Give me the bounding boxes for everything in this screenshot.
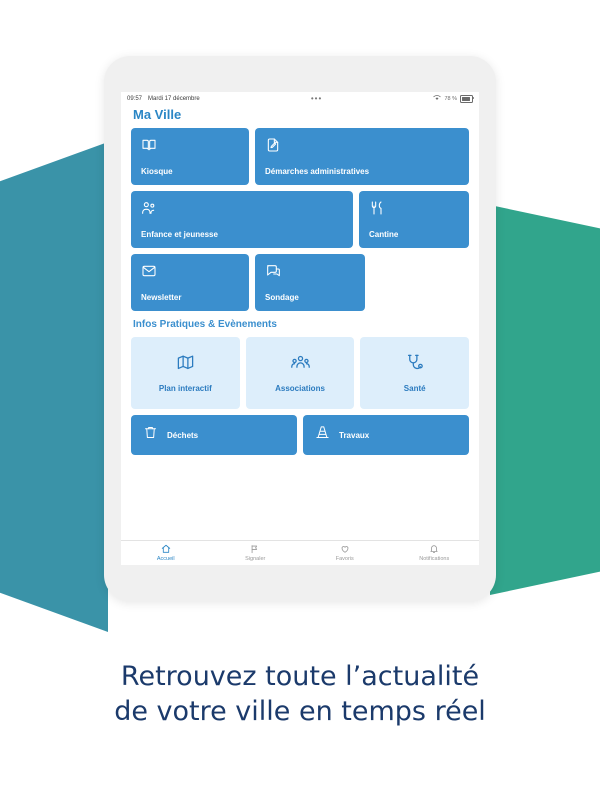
bell-icon xyxy=(429,544,439,554)
tile-row-3 xyxy=(131,254,469,311)
chat-bubble-icon xyxy=(265,263,355,279)
nav-item-label: Signaler xyxy=(245,556,266,562)
home-icon xyxy=(161,544,171,554)
status-time: 09:57 xyxy=(127,95,143,102)
background-shape-right xyxy=(490,205,600,595)
tile-label: Travaux xyxy=(339,430,370,440)
tile-label: Cantine xyxy=(369,230,399,240)
nav-item-label: Accueil xyxy=(156,556,175,562)
tile-label: Plan interactif xyxy=(158,384,212,393)
tile-label: Démarches administratives xyxy=(265,167,370,177)
tablet-screen xyxy=(121,92,479,565)
battery-percent: 78 % xyxy=(444,95,457,102)
tile-label: Kiosque xyxy=(141,167,173,177)
wide-tile-row xyxy=(131,415,469,455)
caption-line-2: de votre ville en temps réel xyxy=(114,695,486,727)
marketing-caption xyxy=(0,660,600,729)
tile-enfance-et-jeunesse[interactable] xyxy=(131,191,353,248)
tile-newsletter[interactable] xyxy=(131,254,249,311)
status-bar xyxy=(121,92,479,105)
main-content xyxy=(121,128,479,455)
tile-label: Newsletter xyxy=(141,293,182,303)
background-shape-left xyxy=(0,142,108,632)
nav-item-label: Favoris xyxy=(335,556,354,562)
tile-row-2 xyxy=(131,191,469,248)
tile-sondage[interactable] xyxy=(255,254,365,311)
wifi-icon xyxy=(433,94,441,103)
nav-item-accueil[interactable] xyxy=(121,544,211,562)
section-title-infos-pratiques: Infos Pratiques & Evènements xyxy=(133,319,277,330)
tile-label: Enfance et jeunesse xyxy=(141,230,218,240)
tile-dechets[interactable] xyxy=(131,415,297,455)
map-icon xyxy=(176,353,195,377)
nav-item-label: Notifications xyxy=(419,556,450,562)
tile-sante[interactable] xyxy=(360,337,469,409)
envelope-icon xyxy=(141,263,239,279)
tile-label: Sondage xyxy=(265,293,299,303)
status-center-dots: ••• xyxy=(310,94,323,103)
trash-icon xyxy=(143,425,158,445)
tile-label: Santé xyxy=(403,384,426,393)
bottom-navigation-bar xyxy=(121,540,479,565)
tile-travaux[interactable] xyxy=(303,415,469,455)
status-bar-left xyxy=(127,96,200,102)
info-tile-row xyxy=(131,337,469,409)
people-icon xyxy=(141,200,343,216)
status-bar-right xyxy=(433,94,473,103)
heart-icon xyxy=(340,544,350,554)
tile-cantine[interactable] xyxy=(359,191,469,248)
group-icon xyxy=(291,353,310,377)
tile-label: Associations xyxy=(275,384,325,393)
battery-icon xyxy=(460,95,473,103)
nav-item-favoris[interactable] xyxy=(300,544,390,562)
tile-associations[interactable] xyxy=(246,337,355,409)
book-icon xyxy=(141,137,239,153)
caption-line-1: Retrouvez toute l’actualité xyxy=(120,661,480,692)
traffic-cone-icon xyxy=(315,425,330,445)
cutlery-icon xyxy=(369,200,459,216)
stethoscope-icon xyxy=(405,353,424,377)
tile-demarches-administratives[interactable] xyxy=(255,128,469,185)
tile-label: Déchets xyxy=(167,430,199,440)
flag-icon xyxy=(250,544,260,554)
nav-item-notifications[interactable] xyxy=(390,544,480,562)
tablet-device-frame xyxy=(104,56,496,601)
nav-item-signaler[interactable] xyxy=(211,544,301,562)
page-title: Ma Ville xyxy=(133,107,182,122)
app-header xyxy=(121,105,479,128)
tile-plan-interactif[interactable] xyxy=(131,337,240,409)
tile-row-1 xyxy=(131,128,469,185)
document-pen-icon xyxy=(265,137,459,153)
tile-kiosque[interactable] xyxy=(131,128,249,185)
status-date: Mardi 17 décembre xyxy=(148,95,200,102)
